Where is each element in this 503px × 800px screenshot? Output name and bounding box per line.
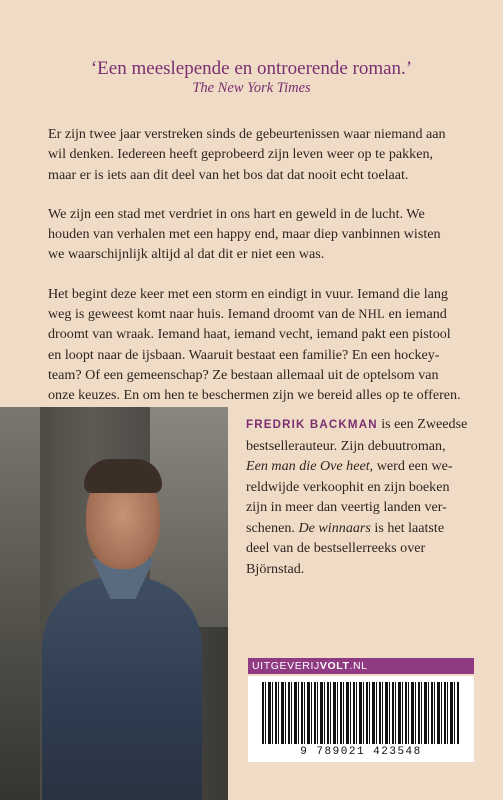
blurb-line: droomt van wraak. Iemand haat, iemand vecht, iemand pakt een pistool bbox=[48, 326, 451, 343]
bio-line: deel van de bestsellerreeks over bbox=[246, 540, 426, 556]
blurb-line: onze keuzes. En om hen te beschermen zijn we bereid alles op te offeren. bbox=[48, 387, 461, 404]
blurb-line: en loopt naar de ijsbaan. Waaruit bestaat een familie? En een hockey- bbox=[48, 346, 440, 363]
publisher-prefix: UITGEVERIJ bbox=[252, 660, 320, 672]
publisher-name: VOLT bbox=[319, 660, 350, 672]
blurb-text bbox=[48, 124, 460, 445]
book-title: De winnaars bbox=[298, 519, 371, 536]
author-bio bbox=[246, 414, 476, 579]
author-name: FREDRIK BACKMAN bbox=[246, 419, 378, 431]
photo-hair bbox=[84, 459, 162, 493]
bio-line: Björnstad. bbox=[246, 560, 305, 577]
bio-line: reldwijde verkoophit en zijn boeken bbox=[246, 478, 450, 495]
blurb-line: Er zijn twee jaar verstreken sinds de gebeurtenissen waar niemand aan bbox=[48, 126, 446, 142]
blurb-paragraph-1 bbox=[48, 124, 460, 185]
bio-text-segment: schenen. bbox=[246, 519, 295, 536]
bio-line bbox=[246, 456, 476, 477]
blurb-paragraph-2 bbox=[48, 204, 460, 265]
bio-line: zijn in meer dan veertig landen ver- bbox=[246, 499, 447, 515]
blurb-line bbox=[48, 304, 460, 324]
bio-text-segment: is het laatste bbox=[374, 519, 445, 536]
blurb-line: We zijn een stad met verdriet in ons hart en geweld in de lucht. We bbox=[48, 205, 425, 222]
photo-shirt bbox=[42, 577, 202, 800]
nhl-abbreviation: NHL bbox=[358, 307, 385, 322]
blurb-line: houden van verhalen met een happy end, maar diep vanbinnen wisten bbox=[48, 226, 441, 243]
quote-source: The New York Times bbox=[192, 80, 311, 96]
author-photo bbox=[0, 407, 228, 800]
bio-line bbox=[246, 518, 476, 539]
blurb-line: Het begint deze keer met een storm en eindigt in vuur. Iemand die lang bbox=[48, 285, 448, 302]
blurb-line: maar er is iets aan dit deel van het bos dat dat nooit echt toelaat. bbox=[48, 166, 409, 183]
publisher-suffix: .NL bbox=[349, 660, 368, 672]
isbn-barcode bbox=[248, 676, 474, 762]
bio-text-segment: is een Zweedse bbox=[381, 416, 468, 432]
bio-text-segment: werd een we- bbox=[376, 458, 453, 474]
book-title: Een man die Ove heet, bbox=[246, 458, 374, 474]
blurb-text-segment: en iemand bbox=[388, 306, 447, 323]
bio-line bbox=[246, 414, 476, 436]
pull-quote: ‘Een meeslepende en ontroerende roman.’ bbox=[90, 58, 413, 79]
photo-wall bbox=[0, 407, 40, 800]
bio-line: bestsellerauteur. Zijn debuutroman, bbox=[246, 437, 446, 454]
blurb-paragraph-3 bbox=[48, 284, 460, 426]
barcode-bars bbox=[262, 682, 460, 744]
isbn-number: 9 789021 423548 bbox=[300, 746, 422, 758]
blurb-line: we waarschijnlijk altijd al dat dit er niet een was. bbox=[48, 246, 325, 263]
blurb-text-segment: weg is geweest komt naar huis. Iemand droomt van de bbox=[48, 306, 355, 323]
blurb-line: team? Of een gemeenschap? Ze bestaan allemaal uit de optelsom van bbox=[48, 366, 439, 383]
publisher-band bbox=[248, 658, 474, 674]
blurb-line: wil denken. Iedereen heeft geprobeerd zijn leven weer op te pakken, bbox=[48, 146, 434, 163]
